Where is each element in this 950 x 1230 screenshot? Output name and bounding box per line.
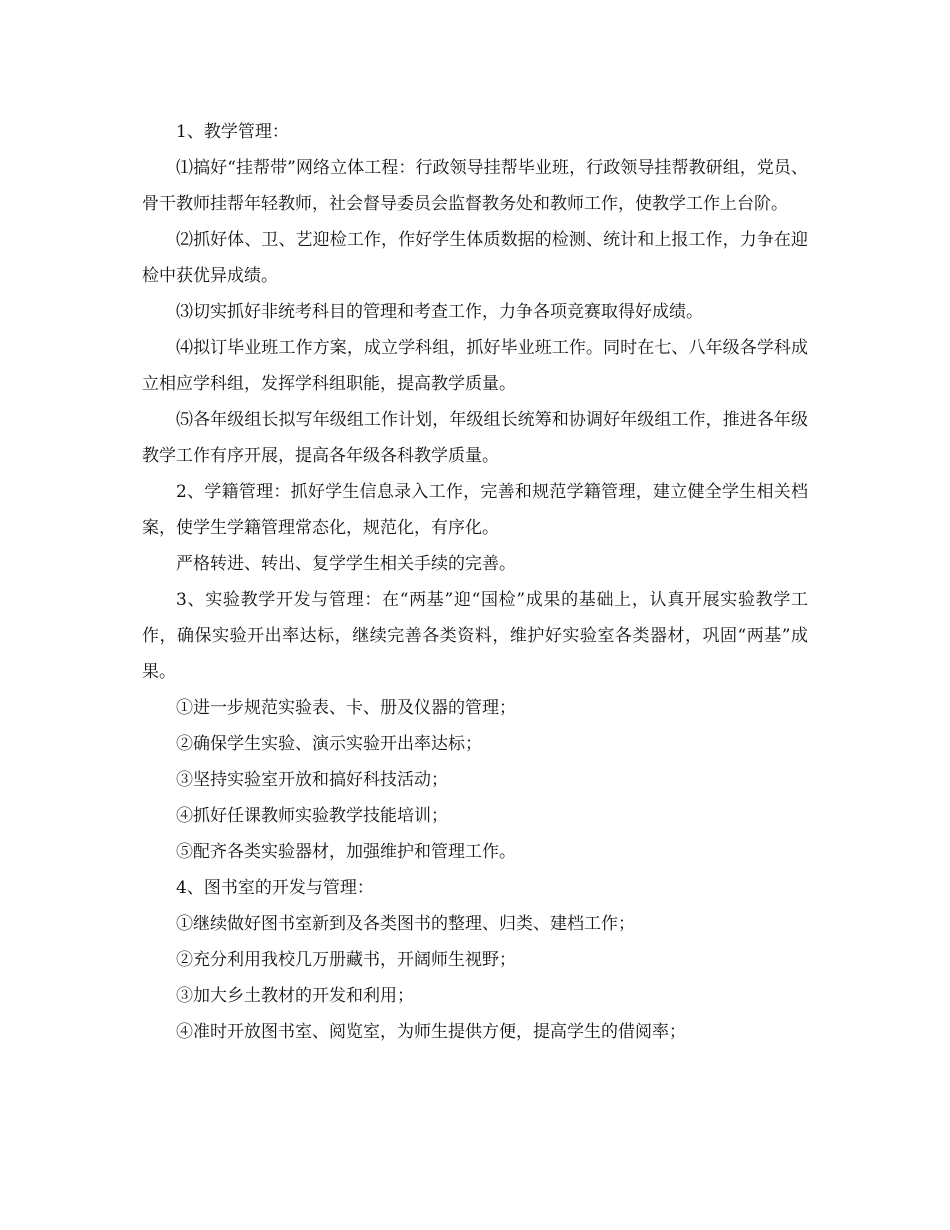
paragraph-lab-teaching: 3、实验教学开发与管理：在“两基”迎“国检”成果的基础上，认真开展实验教学工作，确保实验开出率达标，继续完善各类资料，维护好实验室各类器材，巩固“两基”成果。 (142, 590, 808, 682)
list-item-lab-4: ④抓好任课教师实验教学技能培训； (176, 806, 448, 826)
paragraph-inspection-work: ⑵抓好体、卫、艺迎检工作，作好学生体质数据的检测、统计和上报工作，力争在迎检中获优异成绩。 (142, 230, 808, 286)
heading-library-management: 4、图书室的开发与管理： (176, 878, 374, 898)
paragraph-student-records: 2、学籍管理：抓好学生信息录入工作，完善和规范学籍管理，建立健全学生相关档案，使学生学籍管理常态化，规范化，有序化。 (142, 482, 808, 538)
paragraph-grade-leader-plan: ⑸各年级组长拟写年级组工作计划，年级组长统筹和协调好年级组工作，推进各年级教学工作有序开展，提高各年级各科教学质量。 (142, 410, 808, 466)
paragraph-graduation-class-plan: ⑷拟订毕业班工作方案，成立学科组，抓好毕业班工作。同时在七、八年级各学科成立相应学科组，发挥学科组职能，提高教学质量。 (142, 338, 808, 394)
list-item-lab-2: ②确保学生实验、演示实验开出率达标； (176, 734, 482, 754)
list-item-library-1: ①继续做好图书室新到及各类图书的整理、归类、建档工作； (176, 914, 635, 934)
list-item-library-4: ④准时开放图书室、阅览室，为师生提供方便，提高学生的借阅率； (176, 1022, 686, 1042)
paragraph-transfer-procedures: 严格转进、转出、复学学生相关手续的完善。 (176, 554, 516, 574)
list-item-library-3: ③加大乡土教材的开发和利用； (176, 986, 414, 1006)
list-item-lab-5: ⑤配齐各类实验器材，加强维护和管理工作。 (176, 842, 516, 862)
list-item-lab-3: ③坚持实验室开放和搞好科技活动； (176, 770, 448, 790)
list-item-library-2: ②充分利用我校几万册藏书，开阔师生视野； (176, 950, 516, 970)
paragraph-help-network: ⑴搞好“挂帮带”网络立体工程：行政领导挂帮毕业班，行政领导挂帮教研组，党员、骨干教师挂帮年轻教师，社会督导委员会监督教务处和教师工作，使教学工作上台阶。 (142, 158, 808, 214)
document-body (142, 114, 808, 1050)
list-item-lab-1: ①进一步规范实验表、卡、册及仪器的管理； (176, 698, 516, 718)
heading-teaching-management: 1、教学管理： (176, 122, 289, 142)
paragraph-non-exam-subjects: ⑶切实抓好非统考科目的管理和考查工作，力争各项竞赛取得好成绩。 (176, 302, 703, 322)
